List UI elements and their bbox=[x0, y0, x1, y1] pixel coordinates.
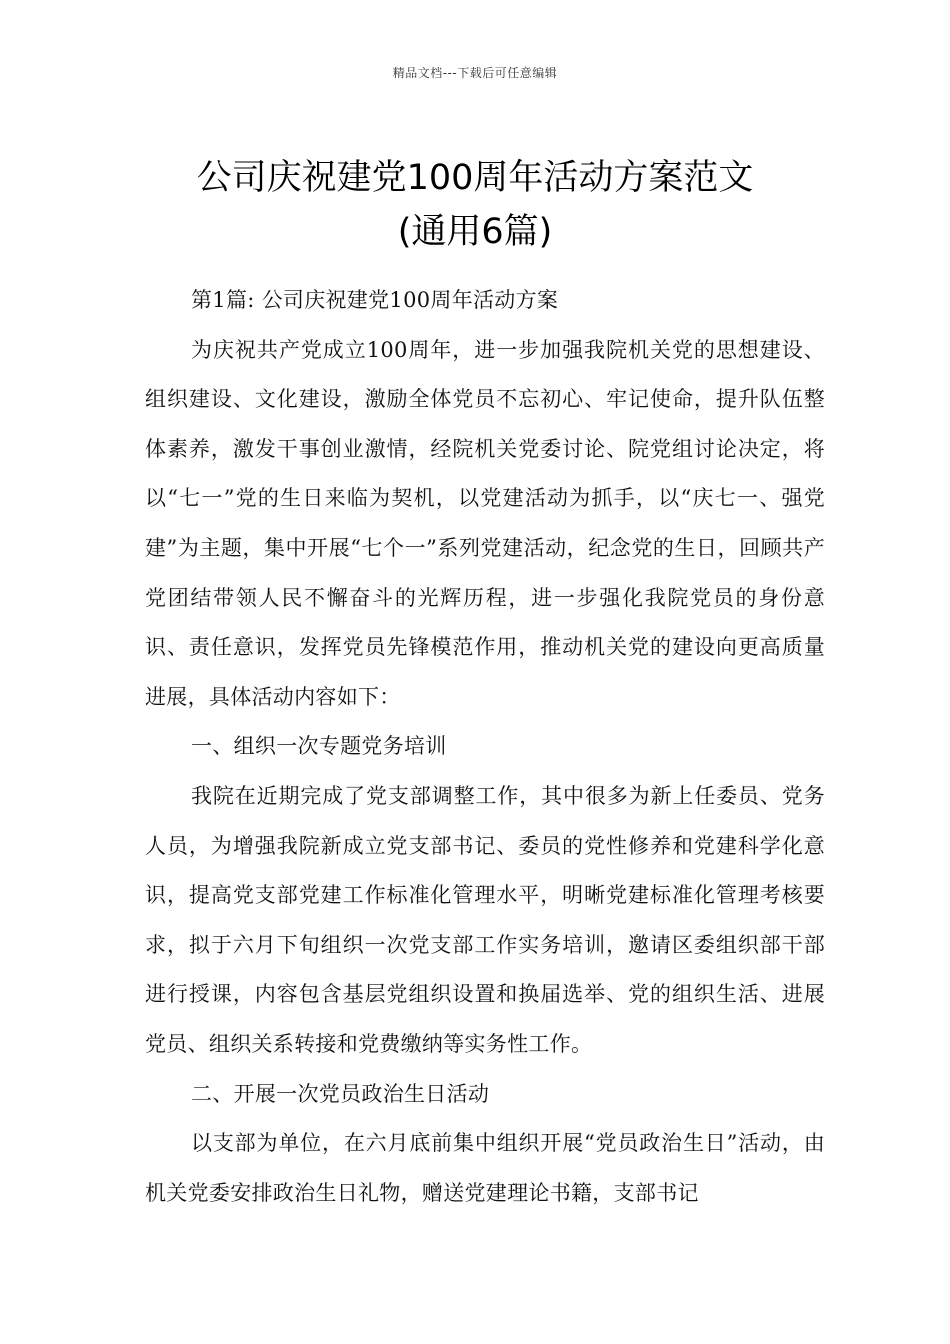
section-heading-chapter-1: 第1篇: 公司庆祝建党100周年活动方案 bbox=[191, 288, 559, 312]
section-heading-1: 一、组织一次专题党务培训 bbox=[191, 734, 447, 759]
section-1-paragraph: 我院在近期完成了党支部调整工作，其中很多为新上任委员、党务人员，为增强我院新成立党支部书记、委员的党性修养和党建科学化意识，提高党支部党建工作标准化管理水平，明晰党建标准化管理考核要求，拟于六月下旬组织一次党支部工作实务培训，邀请区委组织部干部进行授课，内容包含基层党组织设置和换届选举、党的组织生活、进展党员、组织关系转接和党费缴纳等实务性工作。 bbox=[145, 783, 825, 1056]
title-line-1: 公司庆祝建党100周年活动方案范文 bbox=[196, 158, 754, 199]
header-note: 精品文档---下载后可任意编辑 bbox=[392, 66, 558, 80]
intro-paragraph: 为庆祝共产党成立100周年，进一步加强我院机关党的思想建设、组织建设、文化建设，激励全体党员不忘初心、牢记使命，提升队伍整体素养，激发干事创业激情，经院机关党委讨论、院党组讨论决定，将以“七一”党的生日来临为契机，以党建活动为抓手，以“庆七一、强党建”为主题，集中开展“七个一”系列党建活动，纪念党的生日，回顾共产党团结带领人民不懈奋斗的光辉历程，进一步强化我院党员的身份意识、责任意识，发挥党员先锋模范作用，推动机关党的建设向更高质量进展，具体活动内容如下： bbox=[145, 337, 825, 709]
section-2-paragraph: 以支部为单位，在六月底前集中组织开展“党员政治生日”活动，由机关党委安排政治生日礼物，赠送党建理论书籍，支部书记 bbox=[145, 1131, 825, 1205]
title-line-2: (通用6篇) bbox=[397, 212, 553, 253]
document-title bbox=[0, 151, 950, 259]
section-heading-2: 二、开展一次党员政治生日活动 bbox=[191, 1081, 490, 1106]
document-body bbox=[145, 276, 825, 1218]
